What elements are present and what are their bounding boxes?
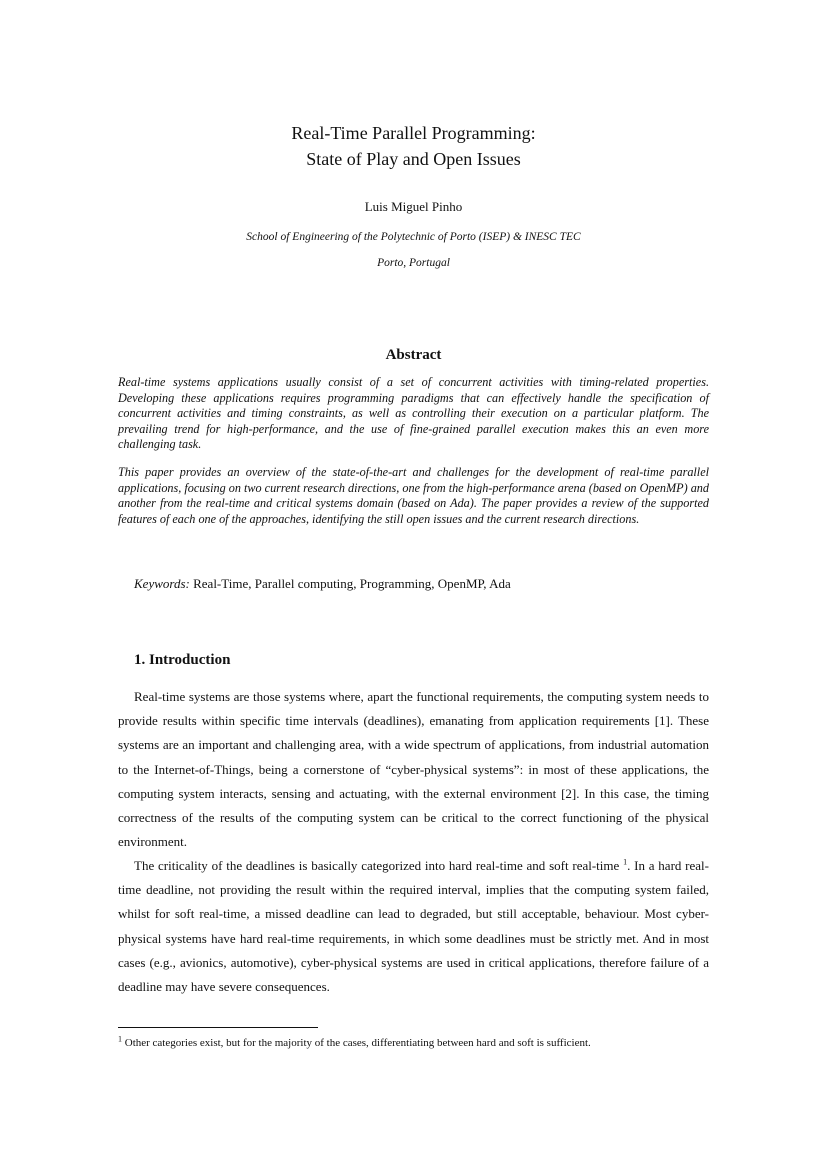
footnote-reference-mark[interactable]: 1 [623,857,628,867]
introduction-paragraph-2 [118,854,709,999]
author-location: Porto, Portugal [377,257,450,269]
paper-title-line-1: Real-Time Parallel Programming: [291,123,536,143]
footnote-text: Other categories exist, but for the majority of the cases, differentiating between hard and soft is sufficient. [122,1037,591,1049]
introduction-paragraph-1: Real-time systems are those systems where, apart the functional requirements, the computing system needs to provide results within specific time intervals (deadlines), emanating from application requirements [1]. These systems are an important and challenging area, with a wide spectrum of applications, from industrial automation to the Internet-of-Things, being a cornerstone of “cyber-physical systems”: in most of these applications, the computing system interacts, sensing and actuating, with the external environment [2]. In this case, the timing correctness of the results of the computing system can be critical to the correct functioning of the physical environment. [118,689,709,850]
footnote-divider [118,1027,318,1028]
abstract-heading: Abstract [385,347,442,363]
keywords-label: Keywords: [134,576,190,591]
abstract-paragraph-2: This paper provides an overview of the state-of-the-art and challenges for the development of real-time parallel applications, focusing on two current research directions, one from the high-performance arena (based on OpenMP) and another from the real-time and critical systems domain (based on Ada). The paper provides a review of the supported features of each one of the approaches, identifying the still open issues and the current research directions. [118,465,709,526]
introduction-paragraph-2-end: . In a hard real-time deadline, not providing the result within the required interval, implies that the computing system failed, whilst for soft real-time, a missed deadline can lead to degraded, but still acceptable, behaviour. Most cyber-physical systems have hard real-time requirements, in which some deadlines must be strictly met. And in most cases (e.g., avionics, automotive), cyber-physical systems are used in critical applications, therefore failure of a deadline may have severe consequences. [118,858,709,995]
section-heading-introduction: 1. Introduction [134,652,231,668]
author-name: Luis Miguel Pinho [364,199,463,214]
footnote-mark: 1 [118,1034,122,1044]
abstract-paragraph-1: Real-time systems applications usually consist of a set of concurrent activities with timing-related properties. Developing these applications requires programming paradigms that can effectively handle the specification of concurrent activities and timing constraints, as well as controlling their execution on a particular platform. The prevailing trend for high-performance, and the use of fine-grained parallel execution makes this an even more challenging task. [118,375,709,452]
introduction-paragraph-2-start: The criticality of the deadlines is basically categorized into hard real-time and soft real-time [134,858,624,873]
footnote [118,1034,718,1049]
author-affiliation: School of Engineering of the Polytechnic of Porto (ISEP) & INESC TEC [246,231,581,243]
keywords-line [134,576,734,592]
paper-title-line-2: State of Play and Open Issues [306,149,521,169]
keywords-list: Real-Time, Parallel computing, Programming, OpenMP, Ada [189,576,511,591]
